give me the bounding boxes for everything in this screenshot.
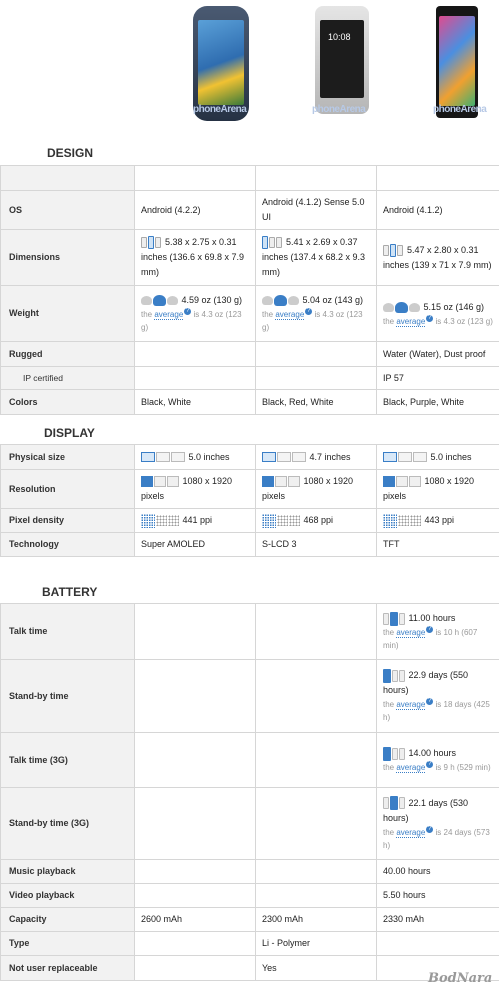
cell: 1080 x 1920 pixels <box>135 470 256 509</box>
row-label: Dimensions <box>1 230 135 286</box>
resolution-icon <box>141 476 180 486</box>
average-link[interactable]: average <box>275 310 305 319</box>
average-note: the average ? is 9 h (529 min) <box>383 761 491 772</box>
row-label: Type <box>1 932 135 956</box>
row-label: Video playback <box>1 884 135 908</box>
cell: 443 ppi <box>377 509 499 533</box>
cell <box>377 166 499 191</box>
help-icon[interactable]: ? <box>428 761 432 767</box>
cell: 22.1 days (530 hours) the average ? is 24 days (573 h) <box>377 788 499 860</box>
help-icon[interactable]: ? <box>307 308 311 314</box>
cell: 5.15 oz (146 g) the average ? is 4.3 oz (123 g) <box>377 286 499 342</box>
cell: 22.9 days (550 hours) the average ? is 18 days (425 h) <box>377 660 499 733</box>
screen-size-icon <box>141 452 186 462</box>
table-row <box>1 286 499 342</box>
cell: 5.47 x 2.80 x 0.31 inches (139 x 71 x 7.9 mm) <box>377 230 499 286</box>
cell <box>256 367 377 390</box>
battery-table <box>0 603 499 981</box>
cell <box>135 860 256 884</box>
cell: 5.04 oz (143 g) the average ? is 4.3 oz (123 g) <box>256 286 377 342</box>
cell: S-LCD 3 <box>256 533 377 557</box>
resolution-icon <box>262 476 301 486</box>
average-link[interactable]: average <box>154 310 184 319</box>
row-label: Pixel density <box>1 509 135 533</box>
cell: 40.00 hours <box>377 860 499 884</box>
cell: Android (4.2.2) <box>135 191 256 230</box>
table-row <box>1 166 499 191</box>
row-label: OS <box>1 191 135 230</box>
cell: 11.00 hours the average ? is 10 h (607 min) <box>377 604 499 660</box>
site-logo: BodNara <box>428 971 493 986</box>
cell: 468 ppi <box>256 509 377 533</box>
section-title-design: DESIGN <box>47 146 94 160</box>
size-compare-icon <box>383 243 404 258</box>
cell: Android (4.1.2) <box>377 191 499 230</box>
cell: 1080 x 1920 pixels <box>377 470 499 509</box>
cell <box>256 884 377 908</box>
row-label <box>1 166 135 191</box>
cell <box>256 604 377 660</box>
row-label: Resolution <box>1 470 135 509</box>
row-label: Talk time (3G) <box>1 733 135 788</box>
battery-icon <box>383 613 406 623</box>
average-link[interactable]: average <box>396 763 426 772</box>
row-label: Music playback <box>1 860 135 884</box>
screen-size-icon <box>383 452 428 462</box>
table-row <box>1 908 499 932</box>
pixel-density-icon <box>383 515 422 525</box>
cell: Yes <box>256 956 377 981</box>
table-row <box>1 509 499 533</box>
row-label: Colors <box>1 390 135 415</box>
average-note: the average ? is 10 h (607 min) <box>383 626 478 650</box>
cell <box>256 342 377 367</box>
table-row <box>1 860 499 884</box>
average-note: the average ? is 4.3 oz (123 g) <box>141 308 242 332</box>
row-label: IP certified <box>1 367 135 390</box>
cell: 4.7 inches <box>256 445 377 470</box>
section-title-display: DISPLAY <box>44 426 95 440</box>
watermark: phoneArena <box>433 104 487 115</box>
table-row <box>1 470 499 509</box>
average-note: the average ? is 24 days (573 h) <box>383 825 490 850</box>
battery-icon <box>383 670 406 680</box>
average-note: the average ? is 18 days (425 h) <box>383 698 490 722</box>
average-link[interactable]: average <box>396 827 426 837</box>
cell: 4.59 oz (130 g) the average ? is 4.3 oz (123 g) <box>135 286 256 342</box>
cell: IP 57 <box>377 367 499 390</box>
row-label: Physical size <box>1 445 135 470</box>
cell <box>135 733 256 788</box>
cell: 2330 mAh <box>377 908 499 932</box>
cell <box>135 660 256 733</box>
table-row <box>1 367 499 390</box>
cell <box>256 860 377 884</box>
table-row <box>1 230 499 286</box>
phone-image-htc-one[interactable] <box>315 6 369 114</box>
help-icon[interactable]: ? <box>428 698 432 704</box>
cell <box>377 932 499 956</box>
row-label: Weight <box>1 286 135 342</box>
cell: Li - Polymer <box>256 932 377 956</box>
average-note: the average ? is 4.3 oz (123 g) <box>262 308 363 332</box>
phone-image-xperia-z[interactable] <box>436 6 478 118</box>
display-table <box>0 444 499 557</box>
table-row <box>1 788 499 860</box>
section-title-battery: BATTERY <box>42 585 98 599</box>
cell: Android (4.1.2) Sense 5.0 UI <box>256 191 377 230</box>
watermark: phoneArena <box>312 104 366 115</box>
average-link[interactable]: average <box>396 700 426 709</box>
cell <box>256 788 377 860</box>
cell <box>135 342 256 367</box>
battery-icon <box>383 798 406 808</box>
pixel-density-icon <box>262 515 301 525</box>
cell <box>135 788 256 860</box>
pixel-density-icon <box>141 515 180 525</box>
cell: Super AMOLED <box>135 533 256 557</box>
average-link[interactable]: average <box>396 316 426 326</box>
cell: 5.0 inches <box>377 445 499 470</box>
cell: Black, White <box>135 390 256 415</box>
cell: 1080 x 1920 pixels <box>256 470 377 509</box>
row-label: Stand-by time (3G) <box>1 788 135 860</box>
table-row <box>1 390 499 415</box>
table-row <box>1 342 499 367</box>
size-compare-icon <box>262 235 283 250</box>
cell: 5.38 x 2.75 x 0.31 inches (136.6 x 69.8 x 7.9 mm) <box>135 230 256 286</box>
row-label: Rugged <box>1 342 135 367</box>
cell <box>135 604 256 660</box>
cell <box>135 932 256 956</box>
row-label: Capacity <box>1 908 135 932</box>
average-note: the average ? is 4.3 oz (123 g) <box>383 314 493 326</box>
phone-images-header <box>0 0 499 128</box>
table-row <box>1 604 499 660</box>
table-row <box>1 932 499 956</box>
help-icon[interactable]: ? <box>428 626 432 632</box>
cell: 5.50 hours <box>377 884 499 908</box>
table-row <box>1 884 499 908</box>
size-compare-icon <box>141 235 162 250</box>
cell <box>135 367 256 390</box>
cell: 5.41 x 2.69 x 0.37 inches (137.4 x 68.2 x 9.3 mm) <box>256 230 377 286</box>
table-row <box>1 533 499 557</box>
cell: 14.00 hours the average ? is 9 h (529 min) <box>377 733 499 788</box>
row-label: Talk time <box>1 604 135 660</box>
cell: 2300 mAh <box>256 908 377 932</box>
table-row <box>1 445 499 470</box>
table-row <box>1 660 499 733</box>
phone-clock: 10:08 <box>328 32 351 42</box>
watermark: phoneArena <box>193 104 247 115</box>
cell: 441 ppi <box>135 509 256 533</box>
help-icon[interactable]: ? <box>428 314 432 321</box>
cell: 5.0 inches <box>135 445 256 470</box>
row-label: Stand-by time <box>1 660 135 733</box>
help-icon[interactable]: ? <box>428 825 432 832</box>
resolution-icon <box>383 476 422 486</box>
help-icon[interactable]: ? <box>186 308 190 314</box>
weight-icon <box>262 295 300 305</box>
cell: Black, Purple, White <box>377 390 499 415</box>
cell <box>256 660 377 733</box>
cell <box>135 166 256 191</box>
cell <box>256 733 377 788</box>
cell: Water (Water), Dust proof <box>377 342 499 367</box>
row-label: Not user replaceable <box>1 956 135 981</box>
table-row <box>1 191 499 230</box>
cell: Black, Red, White <box>256 390 377 415</box>
cell: TFT <box>377 533 499 557</box>
cell <box>256 166 377 191</box>
design-table <box>0 165 499 415</box>
table-row <box>1 956 499 981</box>
cell <box>135 956 256 981</box>
average-link[interactable]: average <box>396 628 426 637</box>
battery-icon <box>383 748 406 758</box>
cell <box>135 884 256 908</box>
weight-icon <box>383 302 421 312</box>
cell: 2600 mAh <box>135 908 256 932</box>
table-row <box>1 733 499 788</box>
row-label: Technology <box>1 533 135 557</box>
weight-icon <box>141 295 179 305</box>
screen-size-icon <box>262 452 307 462</box>
